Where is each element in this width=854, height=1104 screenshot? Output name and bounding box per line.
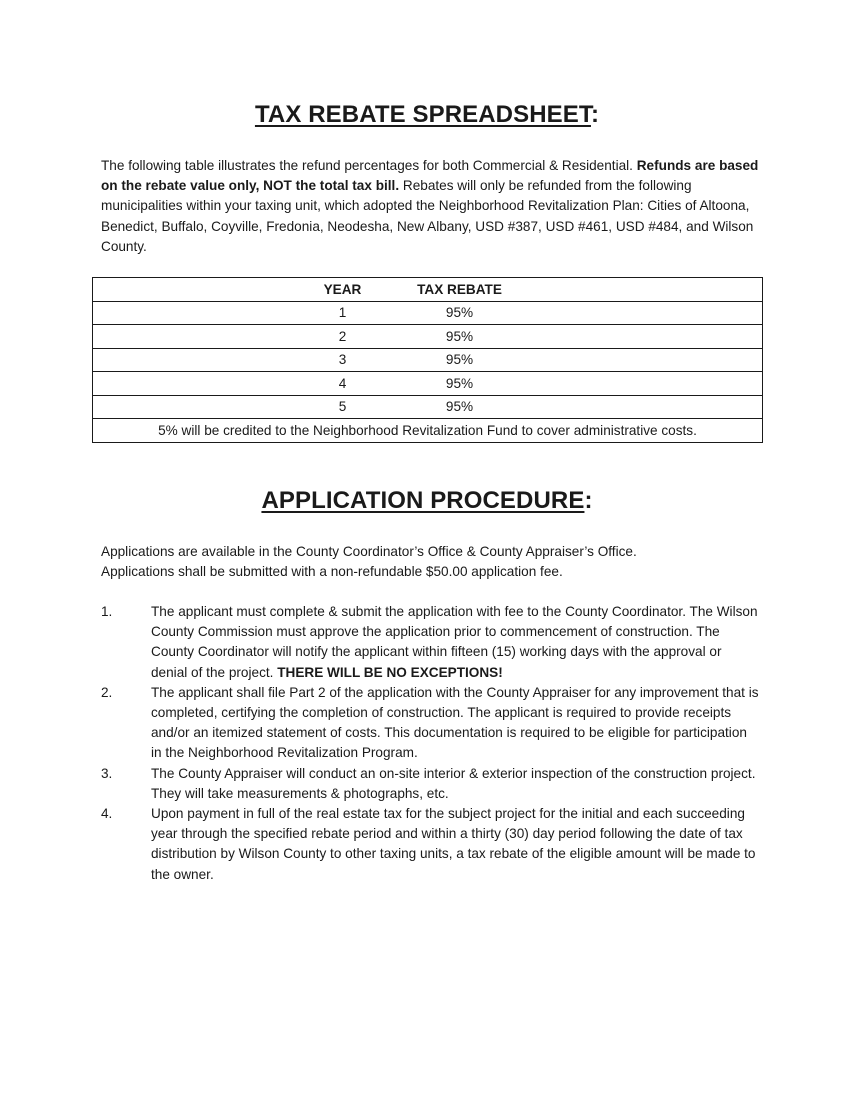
table-row [93, 301, 763, 325]
rebate-cell: 95% [445, 375, 474, 391]
year-cell: 1 [338, 305, 347, 321]
intro-bold-sentence: Refunds are based on the rebate value only, NOT the total tax bill. [101, 158, 759, 194]
year-column-header: YEAR [323, 281, 362, 297]
table-note: 5% will be credited to the Neighborhood Revitalization Fund to cover administrative costs. [93, 419, 763, 443]
applications-line1: Applications are available in the County Coordinator’s Office & County Appraiser’s Office. [101, 544, 637, 559]
year-cell: 2 [338, 328, 347, 344]
tax-rebate-heading-text: TAX REBATE SPREADSHEET [254, 101, 591, 128]
intro-paragraph [101, 156, 761, 257]
table-row [93, 325, 763, 349]
rebate-table [92, 277, 763, 443]
intro-rest: Rebates will only be refunded from the following municipalities within your taxing unit, which adopted the Neighborhood Revitalization Plan: Cities of Altoona, Benedict, Buffalo, Coyville, Fredonia, Neodesha, New Albany, USD #387, USD #461, USD #484, and Wilson County. [101, 178, 754, 254]
applications-paragraph [101, 542, 761, 582]
tax-rebate-column-header: TAX REBATE [417, 281, 502, 297]
year-cell: 3 [338, 352, 347, 368]
rebate-cell: 95% [445, 352, 474, 368]
list-item [101, 804, 761, 885]
step-text: The applicant shall file Part 2 of the application with the County Appraiser for any improvement that is completed, certifying the completion of construction. The applicant is required to provide receipts and/or an itemized statement of costs. This documentation is required to be eligible for participation in the Neighborhood Revitalization Program. [151, 684, 759, 761]
rebate-cell: 95% [445, 328, 474, 344]
table-row [93, 395, 763, 419]
tax-rebate-heading-colon: : [590, 101, 600, 128]
table-row [93, 348, 763, 372]
table-row [93, 372, 763, 396]
table-note-row [93, 419, 763, 443]
step-number: 4. [101, 806, 113, 822]
application-procedure-heading [0, 487, 854, 515]
step-text: Upon payment in full of the real estate tax for the subject project for the initial and each succeeding year through the specified rebate period and within a thirty (30) day period following the date of tax distribution by Wilson County to other taxing units, a tax rebate of the eligible amount will be made to the owner. [151, 806, 756, 882]
application-procedure-heading-text: APPLICATION PROCEDURE [261, 487, 585, 514]
step-number: 2. [101, 684, 113, 700]
tax-rebate-heading [0, 101, 854, 129]
applications-line2: Applications shall be submitted with a non-refundable $50.00 application fee. [101, 564, 563, 580]
year-cell: 5 [338, 399, 347, 415]
rebate-cell: 95% [445, 305, 474, 321]
step-text: The applicant must complete & submit the application with fee to the County Coordinator. The Wilson County Commission must approve the application prior to commencement of construction. The County Coordinator will notify the applicant within fifteen (15) working days with the approval or denial of the project. [151, 604, 758, 680]
list-item [101, 602, 761, 683]
application-procedure-heading-colon: : [584, 487, 593, 514]
step-number: 1. [101, 604, 113, 619]
intro-line1: The following table illustrates the refund percentages for both Commercial & Residential. [101, 158, 633, 173]
rebate-cell: 95% [445, 399, 474, 415]
year-cell: 4 [338, 375, 347, 391]
list-item [101, 764, 761, 804]
step-number: 3. [101, 765, 113, 781]
step-bold-text: THERE WILL BE NO EXCEPTIONS! [277, 664, 503, 680]
list-item [101, 683, 761, 764]
rebate-table-header-row [93, 278, 763, 302]
procedure-steps-list [101, 602, 761, 885]
step-text: The County Appraiser will conduct an on-site interior & exterior inspection of the construction project. They will take measurements & photographs, etc. [151, 765, 756, 801]
